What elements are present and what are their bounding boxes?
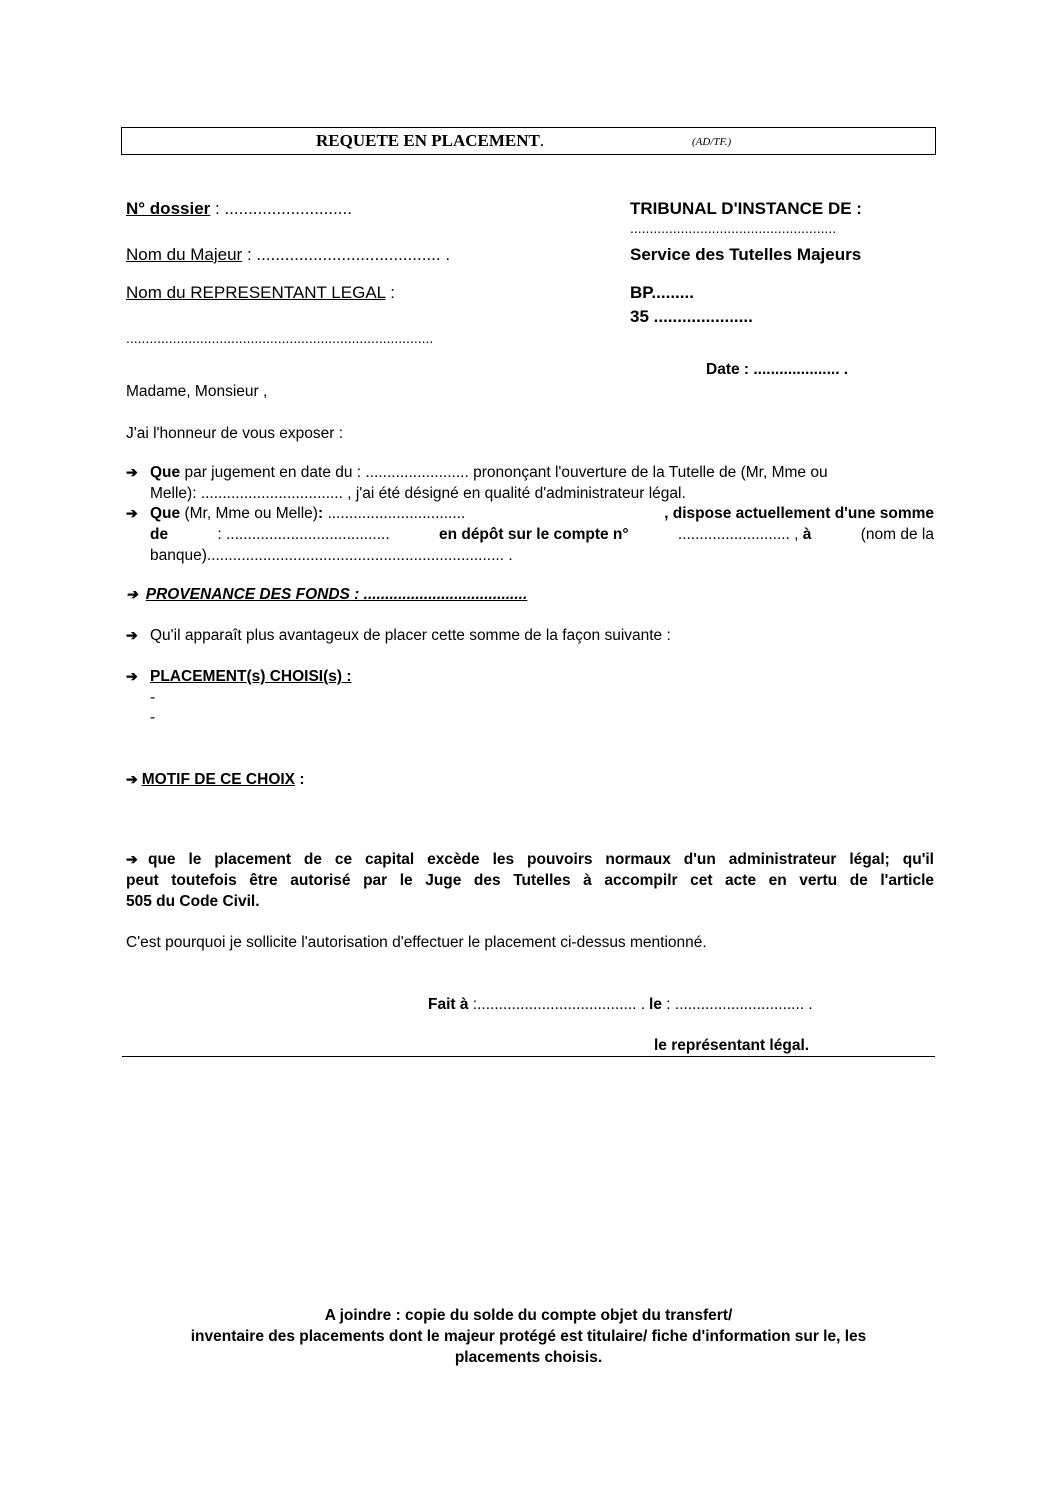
avantage-line: ➔ Qu'il apparaît plus avantageux de placer cette somme de la façon suivante : (126, 627, 671, 644)
para1-line1: ➔ Que par jugement en date du : ........................ prononçant l'ouverture de la Tutelle de (Mr, Mme ou (126, 464, 828, 481)
arrow-icon: ➔ (126, 668, 138, 684)
arrow-icon: ➔ (126, 771, 138, 787)
dossier-fill: : ........................... (210, 199, 352, 218)
arrow-icon: ➔ (126, 851, 138, 867)
dossier-label: N° dossier (126, 199, 211, 218)
majeur-line (126, 245, 450, 265)
motif-line: ➔ MOTIF DE CE CHOIX : (126, 771, 305, 788)
conclusion-line: C'est pourquoi je sollicite l'autorisation d'effectuer le placement ci-dessus mentionné. (126, 934, 707, 951)
para2-line3: banque)..................................................................... . (150, 547, 513, 564)
postal-code-line: 35 ..................... (630, 307, 753, 326)
provenance-line (126, 586, 527, 604)
motif-label: MOTIF DE CE CHOIX (141, 771, 296, 788)
representant-label: Nom du REPRESENTANT LEGAL (126, 283, 386, 302)
tribunal-dotted-line: ..................................................... (630, 220, 837, 236)
representant-fill: : (385, 283, 395, 302)
title-box (121, 127, 936, 155)
dossier-line (126, 199, 352, 219)
legal-para-line2: peut toutefois être autorisé par le Juge des Tutelles à accompilr cet acte en vertu de l'article (126, 872, 934, 889)
tribunal-label: TRIBUNAL D'INSTANCE DE : (630, 199, 862, 218)
document-code: (AD/TF.) (692, 136, 732, 148)
arrow-icon: ➔ (126, 586, 138, 602)
bp-line: BP......... (630, 283, 694, 302)
signature-divider (122, 1056, 935, 1057)
intro-text: J'ai l'honneur de vous exposer : (126, 425, 344, 442)
service-label: Service des Tutelles Majeurs (630, 245, 862, 264)
fait-a-line: Fait à :..................................... . le : .............................. . (428, 996, 813, 1013)
majeur-fill: : ....................................... . (242, 245, 451, 264)
arrow-icon: ➔ (126, 627, 138, 643)
majeur-label: Nom du Majeur (126, 245, 243, 264)
placement-dash-1: - (150, 689, 156, 706)
placement-line (126, 668, 352, 686)
para2-line2: de : ...................................... en dépôt sur le compte n° .......................... , à (nom de la (150, 526, 934, 543)
legal-para-line1: ➔ que le placement de ce capital excède les pouvoirs normaux d'un administrateur légal; qu'il (126, 851, 934, 868)
footer-line2: inventaire des placements dont le majeur protégé est titulaire/ fiche d'information sur le, les (190, 1328, 867, 1345)
para2-line1: ➔ Que (Mr, Mme ou Melle): ................................ , dispose actuellement d'une somme (126, 505, 934, 522)
footer-line1: A joindre : copie du solde du compte objet du transfert/ (324, 1307, 733, 1324)
representant-signature: le représentant légal. (654, 1037, 810, 1054)
provenance-label: PROVENANCE DES FONDS (145, 586, 350, 603)
date-line: Date : .................... . (706, 361, 849, 378)
representant-line (126, 283, 395, 303)
placement-dash-2: - (150, 709, 156, 726)
placement-label: PLACEMENT(s) CHOISI(s) : (150, 668, 352, 685)
provenance-fill: : ...................................... (349, 586, 528, 603)
document-title: REQUETE EN PLACEMENT. (316, 131, 545, 150)
representant-dotted-line: ............................................................................... (126, 330, 434, 346)
salutation: Madame, Monsieur , (126, 383, 268, 400)
legal-para-line3: 505 du Code Civil. (126, 893, 260, 910)
arrow-icon: ➔ (126, 505, 138, 521)
arrow-icon: ➔ (126, 464, 138, 480)
para1-line2: Melle): ................................. , j'ai été désigné en qualité d'administrateur légal. (150, 485, 686, 502)
footer-line3: placements choisis. (454, 1349, 603, 1366)
